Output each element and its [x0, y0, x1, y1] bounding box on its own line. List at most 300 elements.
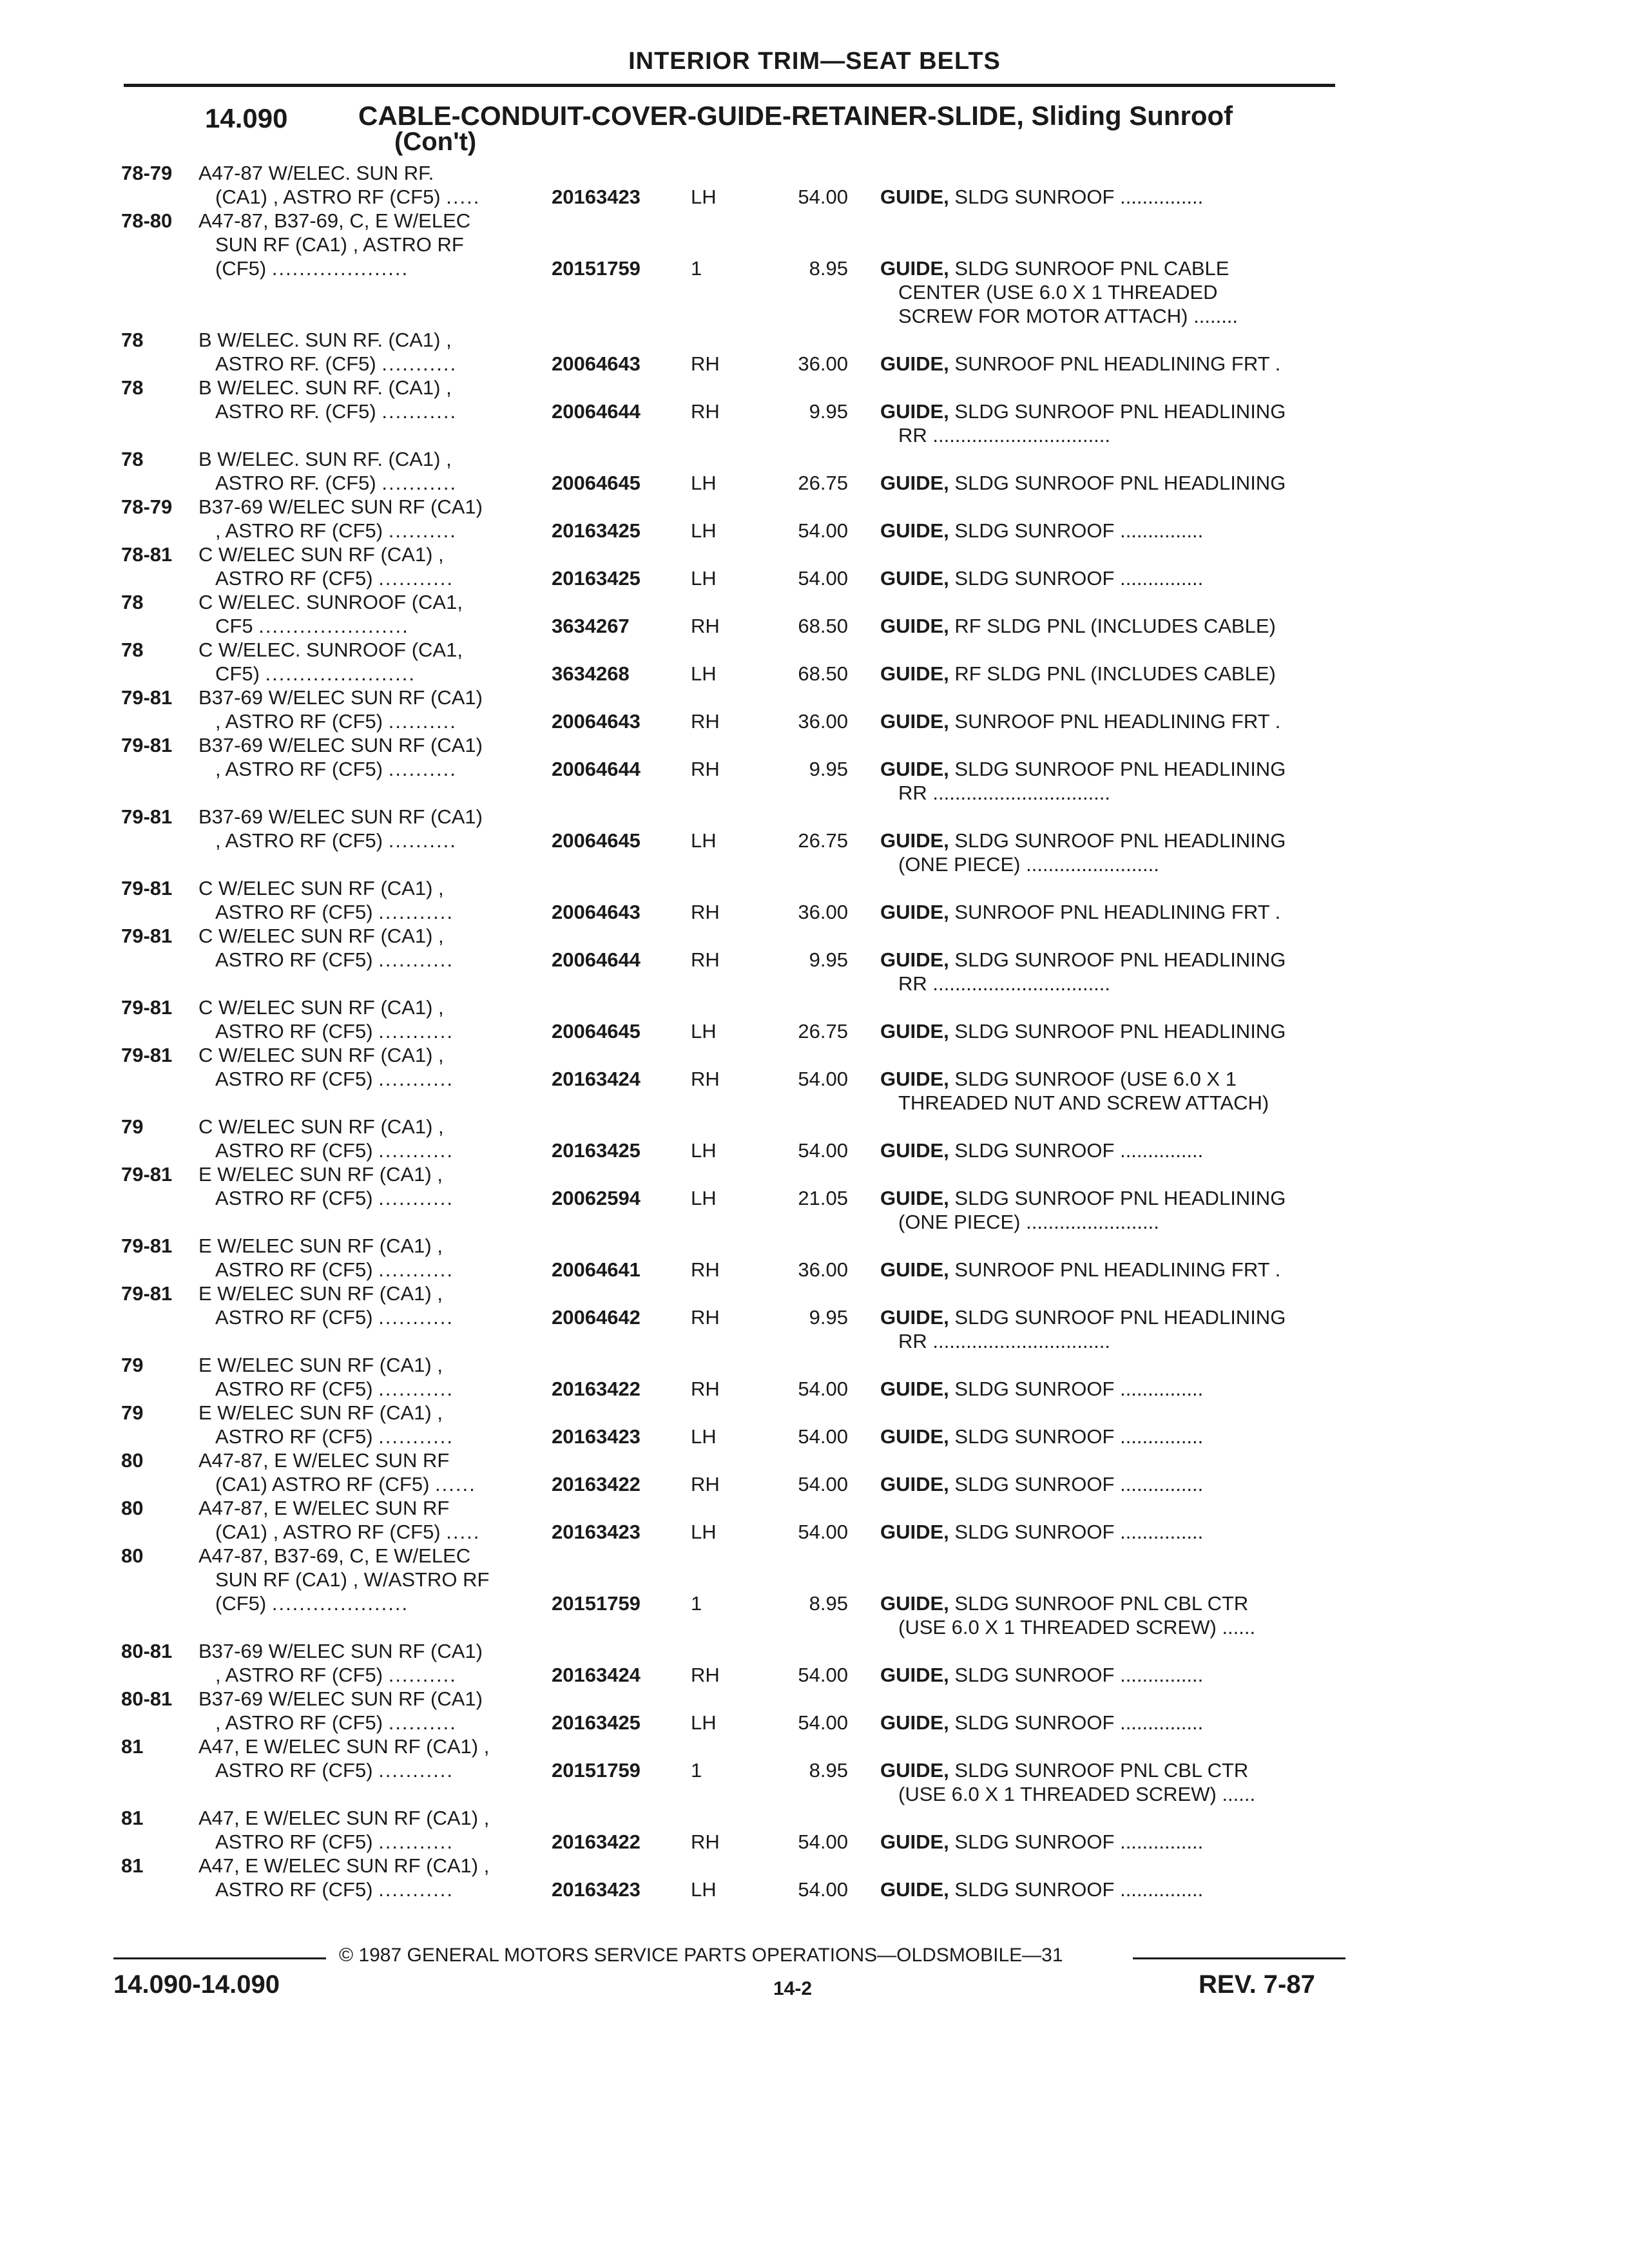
part-number: 20163425 [552, 567, 641, 590]
description-noun: GUIDE, [880, 257, 949, 280]
model-line-text: A47-87, E W/ELEC SUN RF [198, 1449, 450, 1472]
list-price: 26.75 [798, 829, 848, 852]
description-text: SLDG SUNROOF PNL CBL CTR [949, 1759, 1249, 1782]
description-text: SLDG SUNROOF [949, 1473, 1115, 1495]
leader-dots: .......... [388, 1664, 457, 1686]
header-rule [124, 84, 1335, 87]
description-line [880, 1591, 1351, 1615]
leader-dots: . [1275, 710, 1281, 733]
model-line-text: , ASTRO RF (CF5) [215, 829, 383, 852]
leader-dots: ............... [1120, 1139, 1204, 1162]
leader-dots: ................................ [932, 972, 1111, 995]
description-line [880, 1067, 1351, 1091]
model-line [198, 1186, 559, 1210]
model-line-text: ASTRO RF (CF5) [215, 1020, 373, 1043]
list-price: 54.00 [798, 1473, 848, 1495]
model-years: 79-81 [121, 734, 173, 756]
model-line [198, 376, 559, 399]
model-line-text: C W/ELEC SUN RF (CA1) , [198, 1115, 444, 1138]
footer-rule-left [113, 1957, 326, 1959]
model-line [198, 1162, 559, 1186]
model-line-text: ASTRO RF (CF5) [215, 1425, 373, 1448]
description-text: RR [898, 972, 927, 995]
description-text: SLDG SUNROOF [949, 567, 1115, 590]
description-line [880, 1758, 1351, 1782]
model-line [198, 900, 559, 924]
part-number: 3634267 [552, 615, 630, 637]
description-text: RF SLDG PNL (INCLUDES CABLE) [949, 662, 1276, 685]
model-years: 80 [121, 1544, 144, 1567]
model-line-text: B W/ELEC. SUN RF. (CA1) , [198, 448, 452, 470]
description-noun: GUIDE, [880, 1068, 949, 1090]
description-noun: GUIDE, [880, 1473, 949, 1495]
quantity-side: RH [691, 901, 720, 923]
leader-dots: ........... [381, 472, 458, 494]
model-years: 79-81 [121, 925, 173, 947]
description-text: SLDG SUNROOF [949, 1139, 1115, 1162]
part-number: 20151759 [552, 257, 641, 280]
model-years: 78 [121, 448, 144, 470]
part-description [880, 1067, 1351, 1115]
leader-dots: ............... [1120, 1473, 1204, 1495]
model-years: 78-81 [121, 543, 173, 566]
model-line [198, 709, 559, 733]
leader-dots: ........... [378, 1378, 454, 1400]
quantity-side: 1 [691, 1592, 702, 1615]
description-noun: GUIDE, [880, 948, 949, 971]
description-line [880, 852, 1351, 876]
part-description [880, 519, 1351, 543]
part-description [880, 1520, 1351, 1544]
description-text: RR [898, 782, 927, 804]
description-line [880, 256, 1351, 280]
leader-dots: .................... [271, 1592, 409, 1615]
list-price: 54.00 [798, 1425, 848, 1448]
list-price: 9.95 [809, 758, 848, 780]
leader-dots: ........... [378, 1831, 454, 1853]
part-number: 20163424 [552, 1664, 641, 1686]
leader-dots: ............... [1120, 186, 1204, 208]
description-line [880, 1377, 1351, 1401]
list-price: 54.00 [798, 1711, 848, 1734]
description-text: SUNROOF PNL HEADLINING FRT [949, 710, 1270, 733]
part-description [880, 256, 1351, 328]
model-line-text: B37-69 W/ELEC SUN RF (CA1) [198, 734, 483, 756]
description-line [880, 1329, 1351, 1353]
footer-revision: REV. 7-87 [1199, 1970, 1315, 1999]
model-line [198, 924, 559, 948]
model-line [198, 1353, 559, 1377]
leader-dots: ...... [435, 1473, 476, 1495]
quantity-side: LH [691, 472, 717, 494]
leader-dots: .................... [271, 257, 409, 280]
part-description [880, 1019, 1351, 1043]
model-application [198, 1115, 559, 1162]
part-description [880, 1758, 1351, 1806]
leader-dots: .......... [388, 829, 457, 852]
leader-dots: ........... [378, 1878, 454, 1901]
description-line [880, 399, 1351, 423]
description-noun: GUIDE, [880, 352, 949, 375]
model-application [198, 805, 559, 852]
leader-dots: .......... [388, 1711, 457, 1734]
leader-dots: ............... [1120, 1378, 1204, 1400]
quantity-side: LH [691, 662, 717, 685]
model-line [198, 1234, 559, 1258]
model-line [198, 805, 559, 829]
quantity-side: 1 [691, 257, 702, 280]
description-noun: GUIDE, [880, 1425, 949, 1448]
model-years: 81 [121, 1854, 144, 1877]
model-years: 79-81 [121, 1044, 173, 1066]
model-line-text: CF5 [215, 615, 253, 637]
quantity-side: LH [691, 1139, 717, 1162]
model-application [198, 686, 559, 733]
leader-dots: ........... [378, 1306, 454, 1329]
list-price: 54.00 [798, 1664, 848, 1686]
description-text: SLDG SUNROOF [949, 1664, 1115, 1686]
section-subtitle: (Con't) [394, 128, 477, 156]
model-line [198, 1139, 559, 1162]
description-line [880, 1472, 1351, 1496]
description-text: SLDG SUNROOF PNL HEADLINING [949, 400, 1286, 423]
leader-dots: ................................ [932, 1330, 1111, 1352]
model-line [198, 614, 559, 638]
model-line [198, 566, 559, 590]
list-price: 8.95 [809, 257, 848, 280]
leader-dots: ........... [378, 567, 454, 590]
leader-dots: . [1275, 352, 1281, 375]
description-line [880, 280, 1351, 304]
footer-copyright: © 1987 GENERAL MOTORS SERVICE PARTS OPERATIONS—OLDSMOBILE—31 [339, 1945, 1063, 1966]
model-line [198, 1472, 559, 1496]
list-price: 54.00 [798, 1521, 848, 1543]
leader-dots: ........ [1193, 305, 1239, 327]
model-years: 78-79 [121, 162, 173, 184]
model-line-text: E W/ELEC SUN RF (CA1) , [198, 1235, 443, 1257]
model-application [198, 447, 559, 495]
model-line [198, 471, 559, 495]
footer-rule-right [1133, 1957, 1345, 1959]
model-application [198, 876, 559, 924]
model-line-text: E W/ELEC SUN RF (CA1) , [198, 1354, 443, 1376]
description-text: SLDG SUNROOF PNL CBL CTR [949, 1592, 1249, 1615]
description-noun: GUIDE, [880, 1592, 949, 1615]
part-description [880, 1139, 1351, 1162]
footer-section-range: 14.090-14.090 [113, 1970, 280, 1999]
model-line-text: C W/ELEC. SUNROOF (CA1, [198, 639, 463, 661]
model-line-text: (CF5) [215, 1592, 267, 1615]
model-line [198, 948, 559, 972]
model-line-text: SUN RF (CA1) , ASTRO RF [215, 233, 464, 256]
model-line-text: A47-87, B37-69, C, E W/ELEC [198, 209, 471, 232]
part-description [880, 1472, 1351, 1496]
description-noun: GUIDE, [880, 829, 949, 852]
part-description [880, 185, 1351, 209]
description-text: SUNROOF PNL HEADLINING FRT [949, 1258, 1270, 1281]
quantity-side: RH [691, 1831, 720, 1853]
leader-dots: ........... [378, 1425, 454, 1448]
description-noun: GUIDE, [880, 1187, 949, 1209]
model-line-text: C W/ELEC SUN RF (CA1) , [198, 996, 444, 1019]
leader-dots: ........................ [1026, 1211, 1159, 1233]
quantity-side: 1 [691, 1759, 702, 1782]
quantity-side: RH [691, 1473, 720, 1495]
quantity-side: LH [691, 829, 717, 852]
model-line [198, 995, 559, 1019]
leader-dots: ........... [378, 1068, 454, 1090]
description-text: SLDG SUNROOF PNL HEADLINING [949, 829, 1286, 852]
part-description [880, 1377, 1351, 1401]
quantity-side: RH [691, 1306, 720, 1329]
description-line [880, 1305, 1351, 1329]
list-price: 9.95 [809, 1306, 848, 1329]
model-line-text: ASTRO RF. (CF5) [215, 472, 376, 494]
quantity-side: LH [691, 1711, 717, 1734]
model-line [198, 447, 559, 471]
model-line-text: A47-87, E W/ELEC SUN RF [198, 1497, 450, 1519]
description-line [880, 185, 1351, 209]
part-number: 20163422 [552, 1473, 641, 1495]
model-line-text: C W/ELEC SUN RF (CA1) , [198, 543, 444, 566]
description-noun: GUIDE, [880, 615, 949, 637]
model-line [198, 161, 559, 185]
part-number: 20062594 [552, 1187, 641, 1209]
part-number: 20163422 [552, 1378, 641, 1400]
list-price: 54.00 [798, 1831, 848, 1853]
description-text: SLDG SUNROOF PNL HEADLINING [949, 1306, 1286, 1329]
model-line-text: B W/ELEC. SUN RF. (CA1) , [198, 376, 452, 399]
quantity-side: LH [691, 1878, 717, 1901]
leader-dots: ............... [1120, 519, 1204, 542]
model-application [198, 1234, 559, 1282]
part-description [880, 471, 1351, 495]
model-line [198, 590, 559, 614]
model-line-text: ASTRO RF. (CF5) [215, 400, 376, 423]
model-line [198, 662, 559, 686]
description-line [880, 757, 1351, 781]
model-years: 80-81 [121, 1687, 173, 1710]
model-line [198, 1639, 559, 1663]
model-years: 78 [121, 329, 144, 351]
section-title [358, 103, 1351, 155]
list-price: 8.95 [809, 1759, 848, 1782]
model-line [198, 1019, 559, 1043]
leader-dots: ........... [381, 352, 458, 375]
model-line-text: E W/ELEC SUN RF (CA1) , [198, 1401, 443, 1424]
description-text: (ONE PIECE) [898, 1211, 1021, 1233]
part-number: 20064642 [552, 1306, 641, 1329]
model-line-text: E W/ELEC SUN RF (CA1) , [198, 1282, 443, 1305]
part-number: 20064645 [552, 1020, 641, 1043]
description-line [880, 1139, 1351, 1162]
leader-dots: .......... [388, 758, 457, 780]
description-text: SLDG SUNROOF (USE 6.0 X 1 [949, 1068, 1237, 1090]
description-text: SLDG SUNROOF [949, 1831, 1115, 1853]
leader-dots: ............... [1120, 567, 1204, 590]
quantity-side: LH [691, 1020, 717, 1043]
model-application [198, 924, 559, 972]
model-years: 80 [121, 1497, 144, 1519]
model-years: 79-81 [121, 1163, 173, 1186]
description-text: RR [898, 1330, 927, 1352]
model-line-text: ASTRO RF (CF5) [215, 1139, 373, 1162]
quantity-side: RH [691, 1068, 720, 1090]
description-noun: GUIDE, [880, 567, 949, 590]
description-text: SLDG SUNROOF [949, 186, 1115, 208]
model-line-text: ASTRO RF (CF5) [215, 1306, 373, 1329]
part-description [880, 566, 1351, 590]
model-application [198, 495, 559, 543]
model-line [198, 1544, 559, 1568]
leader-dots: ...................... [265, 662, 416, 685]
model-line [198, 352, 559, 376]
leader-dots: ...... [1222, 1616, 1256, 1639]
part-number: 20064645 [552, 472, 641, 494]
model-line [198, 1496, 559, 1520]
description-noun: GUIDE, [880, 519, 949, 542]
part-number: 20064643 [552, 901, 641, 923]
model-line [198, 686, 559, 709]
description-text: RR [898, 424, 927, 447]
description-text: SLDG SUNROOF [949, 519, 1115, 542]
part-number: 20163423 [552, 1521, 641, 1543]
description-line [880, 709, 1351, 733]
part-description [880, 1830, 1351, 1854]
model-line-text: , ASTRO RF (CF5) [215, 758, 383, 780]
model-line [198, 1258, 559, 1282]
model-line [198, 1568, 559, 1591]
description-noun: GUIDE, [880, 1521, 949, 1543]
part-number: 20064644 [552, 948, 641, 971]
description-text: (ONE PIECE) [898, 853, 1021, 876]
leader-dots: ............... [1120, 1831, 1204, 1853]
model-line-text: ASTRO RF (CF5) [215, 1258, 373, 1281]
part-description [880, 1878, 1351, 1901]
model-line [198, 1067, 559, 1091]
part-number: 20064645 [552, 829, 641, 852]
description-noun: GUIDE, [880, 1020, 949, 1043]
list-price: 36.00 [798, 710, 848, 733]
description-line [880, 900, 1351, 924]
description-line [880, 972, 1351, 995]
description-line [880, 423, 1351, 447]
model-line [198, 1591, 559, 1615]
model-application [198, 328, 559, 376]
quantity-side: RH [691, 1664, 720, 1686]
description-noun: GUIDE, [880, 758, 949, 780]
part-number: 20151759 [552, 1759, 641, 1782]
leader-dots: ............... [1120, 1711, 1204, 1734]
part-description [880, 1591, 1351, 1639]
description-noun: GUIDE, [880, 710, 949, 733]
quantity-side: RH [691, 400, 720, 423]
section-title-text: CABLE-CONDUIT-COVER-GUIDE-RETAINER-SLIDE, Sliding Sunroof [358, 101, 1233, 131]
list-price: 9.95 [809, 400, 848, 423]
model-years: 79-81 [121, 1235, 173, 1257]
part-description [880, 709, 1351, 733]
description-noun: GUIDE, [880, 1664, 949, 1686]
list-price: 54.00 [798, 1378, 848, 1400]
description-line [880, 1663, 1351, 1687]
model-years: 79-81 [121, 805, 173, 828]
model-line-text: ASTRO RF (CF5) [215, 1759, 373, 1782]
quantity-side: RH [691, 710, 720, 733]
model-line-text: , ASTRO RF (CF5) [215, 519, 383, 542]
model-line-text: , ASTRO RF (CF5) [215, 710, 383, 733]
model-application [198, 1496, 559, 1544]
model-line [198, 1043, 559, 1067]
model-application [198, 543, 559, 590]
model-line-text: A47, E W/ELEC SUN RF (CA1) , [198, 1807, 490, 1829]
model-line-text: CF5) [215, 662, 260, 685]
model-line-text: , ASTRO RF (CF5) [215, 1711, 383, 1734]
model-line-text: B37-69 W/ELEC SUN RF (CA1) [198, 686, 483, 709]
part-number: 20163423 [552, 1425, 641, 1448]
model-line-text: ASTRO RF (CF5) [215, 1378, 373, 1400]
model-years: 81 [121, 1735, 144, 1758]
part-description [880, 662, 1351, 686]
description-line [880, 1425, 1351, 1448]
page-header-title: INTERIOR TRIM—SEAT BELTS [628, 48, 1001, 75]
model-application [198, 209, 559, 280]
model-line-text: ASTRO RF. (CF5) [215, 352, 376, 375]
leader-dots: ............... [1120, 1425, 1204, 1448]
description-text: SLDG SUNROOF [949, 1425, 1115, 1448]
part-number: 20151759 [552, 1592, 641, 1615]
description-text: SLDG SUNROOF PNL HEADLINING [949, 1187, 1286, 1209]
leader-dots: ........................ [1026, 853, 1159, 876]
model-line-text: (CA1) , ASTRO RF (CF5) [215, 186, 441, 208]
model-years: 80 [121, 1449, 144, 1472]
description-noun: GUIDE, [880, 472, 949, 494]
list-price: 9.95 [809, 948, 848, 971]
model-application [198, 1448, 559, 1496]
leader-dots: .......... [388, 710, 457, 733]
list-price: 54.00 [798, 186, 848, 208]
model-line [198, 495, 559, 519]
list-price: 36.00 [798, 1258, 848, 1281]
list-price: 36.00 [798, 352, 848, 375]
model-line-text: C W/ELEC SUN RF (CA1) , [198, 925, 444, 947]
description-text: SLDG SUNROOF [949, 1878, 1115, 1901]
model-line-text: B W/ELEC. SUN RF. (CA1) , [198, 329, 452, 351]
quantity-side: RH [691, 758, 720, 780]
model-line-text: B37-69 W/ELEC SUN RF (CA1) [198, 805, 483, 828]
description-noun: GUIDE, [880, 901, 949, 923]
model-application [198, 1353, 559, 1401]
model-line [198, 876, 559, 900]
description-noun: GUIDE, [880, 662, 949, 685]
description-text: SUNROOF PNL HEADLINING FRT [949, 352, 1270, 375]
quantity-side: LH [691, 186, 717, 208]
leader-dots: ............... [1120, 1521, 1204, 1543]
model-years: 80-81 [121, 1640, 173, 1662]
model-years: 79 [121, 1401, 144, 1424]
model-line-text: A47-87, B37-69, C, E W/ELEC [198, 1544, 471, 1567]
leader-dots: ........... [378, 1187, 454, 1209]
description-text: SLDG SUNROOF [949, 1711, 1115, 1734]
leader-dots: ................................ [932, 424, 1111, 447]
description-line [880, 1091, 1351, 1115]
model-line [198, 1854, 559, 1878]
part-number: 3634268 [552, 662, 630, 685]
quantity-side: RH [691, 1378, 720, 1400]
description-line [880, 352, 1351, 376]
quantity-side: LH [691, 1521, 717, 1543]
model-application [198, 376, 559, 423]
description-line [880, 304, 1351, 328]
